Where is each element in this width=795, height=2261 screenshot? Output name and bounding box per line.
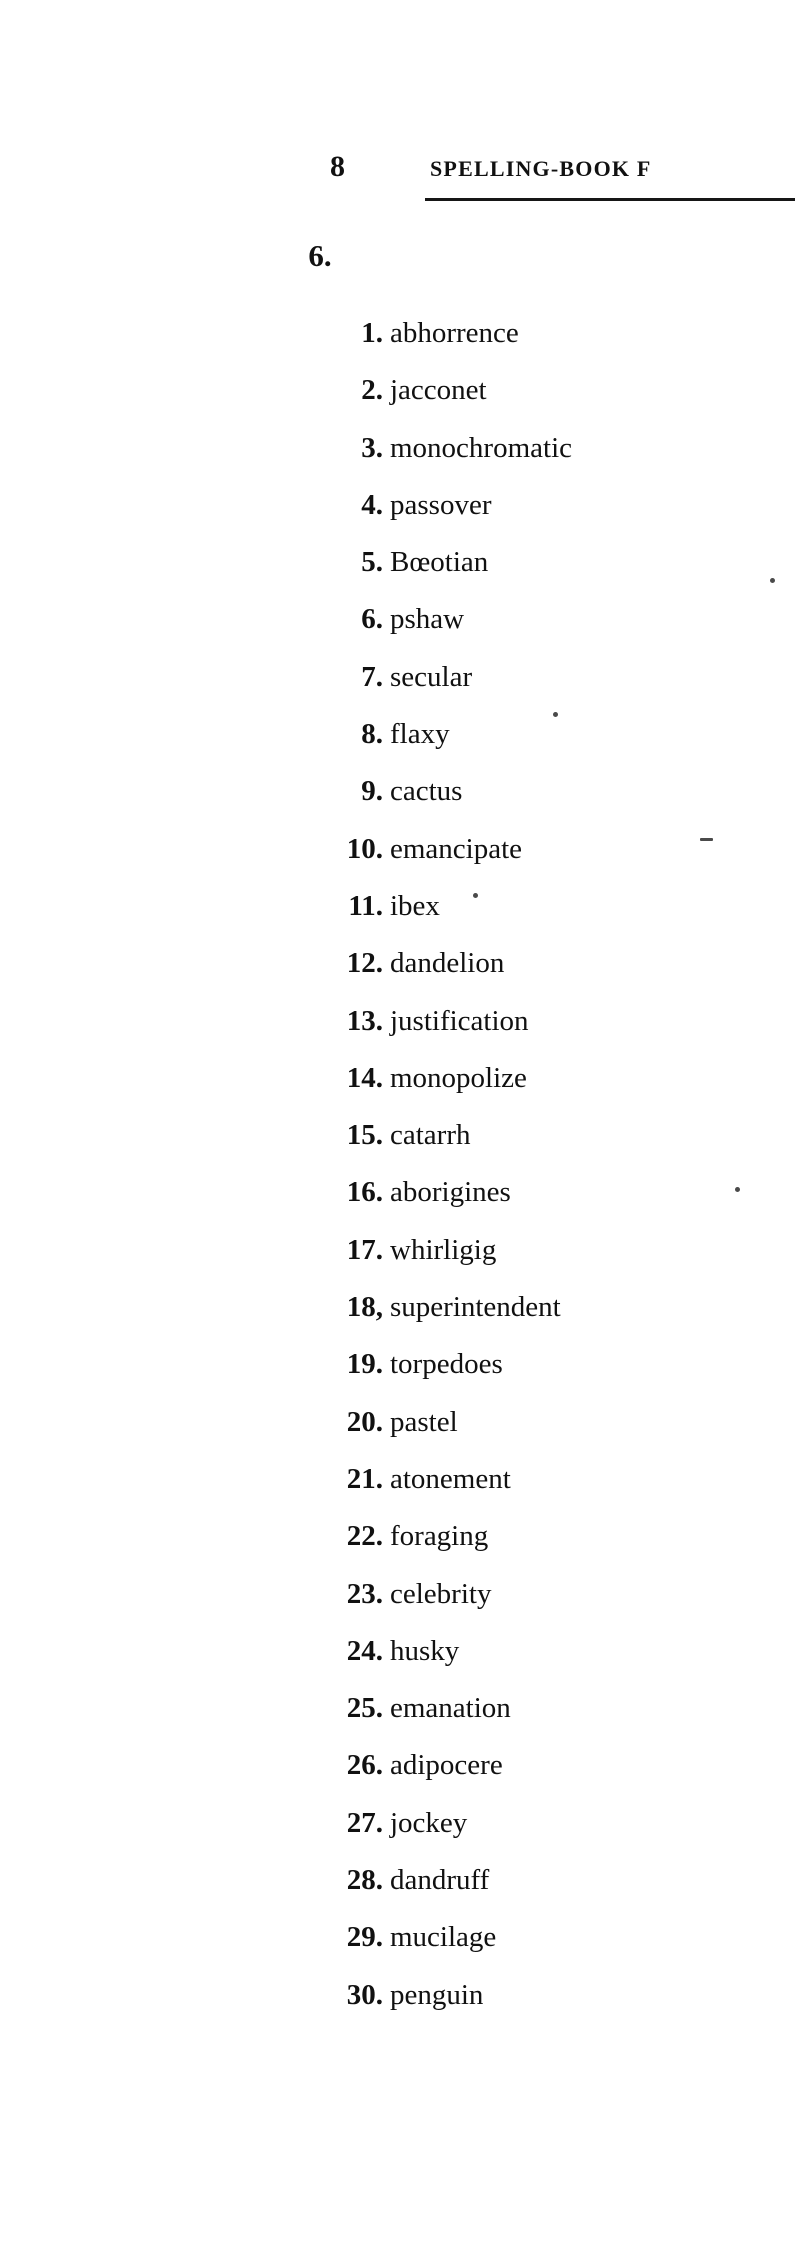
word-list-item-word: celebrity [390, 1577, 492, 1610]
word-list-item-number: 1. [361, 317, 383, 349]
word-list-item [330, 821, 750, 878]
print-speck [553, 712, 558, 717]
word-list-item-word: foraging [390, 1520, 489, 1553]
word-list-item-number: 28. [346, 1864, 383, 1897]
word-list-item-word: mucilage [390, 1921, 497, 1954]
word-list-item-word: dandelion [390, 947, 505, 980]
word-list-item-word: torpedoes [390, 1348, 503, 1381]
word-list-item-number: 25. [346, 1692, 383, 1725]
word-list-item-word: adipocere [390, 1749, 503, 1782]
word-list-item [330, 1336, 750, 1393]
word-list-item-number: 24. [346, 1634, 383, 1667]
word-list-item-number: 20. [346, 1405, 383, 1438]
word-list-item-number: 16. [346, 1176, 383, 1209]
word-list-item-word: Bœotian [390, 546, 489, 579]
word-list-item-word: dandruff [390, 1864, 490, 1897]
word-list-item [330, 706, 750, 763]
word-list-item [330, 1050, 750, 1107]
word-list-item-number: 11. [348, 889, 383, 922]
word-list-item [330, 1107, 750, 1164]
word-list-item-number: 8. [361, 718, 383, 751]
word-list-item [330, 1737, 750, 1794]
word-list-item-number: 15. [346, 1119, 383, 1152]
word-list-item-word: emanation [390, 1692, 511, 1725]
word-list-item-number: 13. [346, 1004, 383, 1037]
word-list-item-word: penguin [390, 1978, 484, 2011]
word-list-item [330, 1909, 750, 1966]
word-list-item [330, 993, 750, 1050]
word-list-item-word: pshaw [390, 603, 465, 636]
word-list-item-word: husky [390, 1634, 460, 1667]
word-list-item-number: 30. [346, 1978, 383, 2011]
word-list-item [330, 1279, 750, 1336]
print-speck [770, 578, 775, 583]
word-list-item-word: atonement [390, 1462, 511, 1495]
word-list-item-word: emancipate [390, 832, 523, 865]
word-list-item-word: catarrh [390, 1119, 471, 1152]
word-list-item-number: 7. [361, 660, 383, 693]
word-list-item-number: 10. [346, 832, 383, 865]
lesson-number: 6. [308, 238, 332, 273]
word-list-item [330, 362, 750, 419]
word-list-item-number: 12. [346, 947, 383, 980]
word-list-item-word: passover [390, 488, 492, 521]
page-folio-number: 8 [330, 150, 345, 183]
word-list-item-number: 3. [361, 431, 383, 464]
word-list-item-word: jockey [390, 1806, 468, 1839]
word-list-item-number: 14. [346, 1061, 383, 1094]
word-list-item-number: 17. [346, 1233, 383, 1266]
word-list-item [330, 763, 750, 820]
word-list-item [330, 1508, 750, 1565]
word-list-item [330, 935, 750, 992]
word-list-item [330, 420, 750, 477]
word-list-item-number: 22. [346, 1520, 383, 1553]
print-speck [473, 893, 478, 898]
word-list-item-number: 26. [346, 1749, 383, 1782]
word-list-item-word: flaxy [390, 718, 450, 751]
word-list-item [330, 878, 750, 935]
word-list-item [330, 1852, 750, 1909]
word-list-item-word: justification [390, 1004, 529, 1037]
header-rule [425, 198, 795, 201]
word-list-item-word: aborigines [390, 1176, 511, 1209]
word-list-item-word: monopolize [390, 1061, 527, 1094]
word-list-item [330, 1451, 750, 1508]
word-list-item [330, 534, 750, 591]
word-list-item [330, 305, 750, 362]
word-list-item-number: 23. [346, 1577, 383, 1610]
running-head [330, 150, 760, 210]
word-list-item [330, 1222, 750, 1279]
word-list-item-number: 9. [361, 775, 383, 808]
word-list-item-number: 5. [361, 546, 383, 579]
word-list-item [330, 1967, 750, 2024]
word-list-item-number: 18, [346, 1291, 383, 1324]
word-list-item-word: monochromatic [390, 431, 573, 464]
running-head-title: SPELLING-BOOK F [430, 156, 652, 181]
word-list [330, 305, 750, 2024]
word-list-item-number: 21. [346, 1462, 383, 1495]
word-list-item-number: 27. [346, 1806, 383, 1839]
print-speck [700, 838, 713, 841]
word-list-item [330, 1623, 750, 1680]
word-list-item [330, 591, 750, 648]
word-list-item-word: superintendent [390, 1291, 561, 1324]
word-list-item [330, 1795, 750, 1852]
word-list-item [330, 649, 750, 706]
word-list-item-number: 2. [361, 374, 383, 407]
word-list-item-word: abhorrence [390, 317, 519, 349]
word-list-item [330, 1164, 750, 1221]
word-list-item-word: jacconet [390, 374, 487, 407]
word-list-item-word: secular [390, 660, 473, 693]
word-list-item-word: whirligig [390, 1233, 497, 1266]
print-speck [735, 1187, 740, 1192]
word-list-item-word: ibex [390, 889, 440, 922]
word-list-item-number: 4. [361, 488, 383, 521]
word-list-item [330, 477, 750, 534]
word-list-item-number: 19. [346, 1348, 383, 1381]
word-list-item [330, 1680, 750, 1737]
word-list-item [330, 1566, 750, 1623]
word-list-item-number: 6. [361, 603, 383, 636]
word-list-item-number: 29. [346, 1921, 383, 1954]
word-list-item [330, 1394, 750, 1451]
word-list-item-word: cactus [390, 775, 463, 808]
word-list-item-word: pastel [390, 1405, 458, 1438]
